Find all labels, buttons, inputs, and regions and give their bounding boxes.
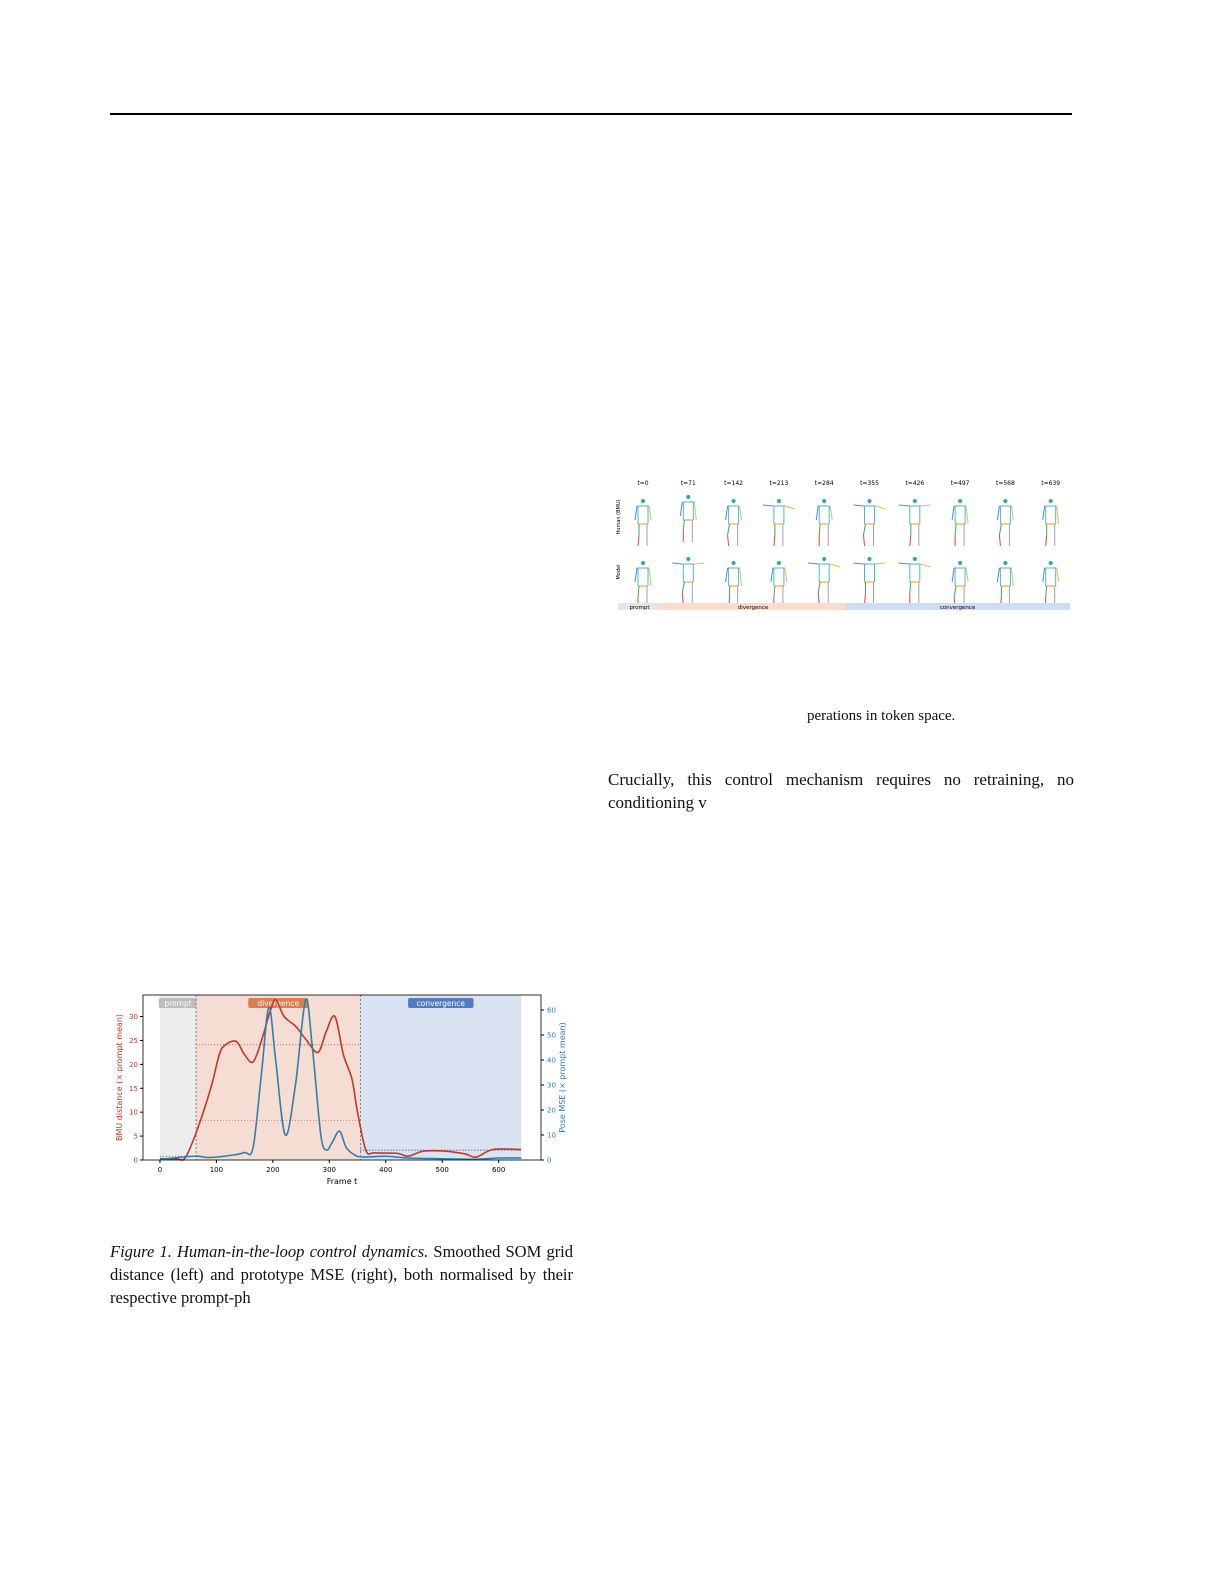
time-label: t=0 xyxy=(637,480,649,487)
phase-band-prompt xyxy=(160,995,196,1160)
y-axis-label: BMU distance (× prompt mean) xyxy=(115,1013,124,1142)
skeleton-leg xyxy=(774,586,775,597)
phase-bar-label: prompt xyxy=(629,605,650,611)
phase-bar-label: convergence xyxy=(939,605,976,611)
skeleton-arm xyxy=(921,505,931,506)
time-label: t=142 xyxy=(724,480,744,487)
x-tick-label: 500 xyxy=(435,1166,449,1174)
y2-axis-label: Pose MSE (× prompt mean) xyxy=(558,1022,567,1133)
skeleton-leg xyxy=(818,582,820,593)
skeleton xyxy=(771,561,787,608)
y2-tick-label: 50 xyxy=(547,1031,556,1040)
skeleton-leg xyxy=(638,586,639,597)
skeleton-arm xyxy=(830,506,832,520)
skeleton-head xyxy=(1003,561,1007,565)
skeleton-arm xyxy=(854,563,864,564)
skeleton-arm xyxy=(952,506,954,520)
skeleton-leg xyxy=(728,535,729,546)
skeleton-arm xyxy=(649,506,651,520)
time-label: t=497 xyxy=(950,480,970,487)
skeleton-leg xyxy=(728,524,730,535)
skeleton-leg xyxy=(638,535,639,546)
skeleton-arm xyxy=(808,563,818,564)
caption-label: Figure 1. xyxy=(110,1242,172,1261)
x-axis-label: Frame t xyxy=(326,1177,358,1186)
skeleton xyxy=(672,557,704,604)
skeleton xyxy=(808,557,840,604)
skeleton xyxy=(635,561,651,608)
phase-label-convergence: convergence xyxy=(416,999,465,1008)
skeleton xyxy=(763,499,795,546)
x-tick-label: 600 xyxy=(491,1166,506,1174)
y-tick-label: 25 xyxy=(129,1036,138,1045)
skeleton-leg xyxy=(954,586,956,597)
y2-tick-label: 30 xyxy=(547,1081,556,1090)
skeleton-leg xyxy=(910,582,911,593)
y-tick-label: 10 xyxy=(129,1108,138,1117)
skeleton xyxy=(899,499,931,546)
skeleton xyxy=(854,499,886,546)
skeleton-head xyxy=(1049,561,1053,565)
skeleton-arm xyxy=(1011,506,1013,520)
x-tick-label: 400 xyxy=(379,1166,393,1174)
skeleton-head xyxy=(958,499,962,503)
skeleton-leg xyxy=(1046,586,1047,597)
x-tick-label: 300 xyxy=(322,1166,336,1174)
skeleton xyxy=(952,499,968,546)
header-rule xyxy=(110,113,1072,115)
skeleton-arm xyxy=(830,564,840,567)
skeleton-leg xyxy=(1046,535,1047,546)
phase-label-divergence: divergence xyxy=(257,999,300,1008)
skeleton-arm xyxy=(635,506,637,520)
time-label: t=213 xyxy=(769,480,789,487)
skeleton-arm xyxy=(740,568,742,586)
skeleton-arm xyxy=(966,506,968,524)
skeleton-arm xyxy=(680,502,682,516)
y2-tick-label: 60 xyxy=(547,1006,556,1015)
skeleton xyxy=(816,499,832,546)
skeleton xyxy=(680,495,696,542)
skeleton-arm xyxy=(672,563,682,564)
x-tick-label: 200 xyxy=(266,1166,280,1174)
y-tick-label: 0 xyxy=(133,1156,138,1165)
y-tick-label: 20 xyxy=(129,1060,138,1069)
y2-tick-label: 40 xyxy=(547,1056,556,1065)
skeleton-arm xyxy=(899,505,909,506)
skeleton-head xyxy=(822,557,826,561)
skeleton-head xyxy=(641,499,645,503)
skeleton xyxy=(635,499,651,546)
skeleton-arm xyxy=(1043,506,1045,520)
phase-label-prompt: prompt xyxy=(164,999,192,1008)
skeleton xyxy=(997,499,1013,546)
skeleton-head xyxy=(868,499,872,503)
skeleton-arm xyxy=(771,568,773,582)
x-tick-label: 100 xyxy=(209,1166,224,1174)
figure-1-caption xyxy=(110,1240,573,1309)
phase-band-convergence xyxy=(360,995,521,1160)
skeleton-leg xyxy=(999,535,1000,546)
row-label: Model xyxy=(616,564,622,580)
skeleton-arm xyxy=(899,563,909,564)
time-label: t=284 xyxy=(814,480,834,487)
skeleton xyxy=(1043,499,1059,546)
y2-tick-label: 0 xyxy=(547,1156,552,1165)
skeleton xyxy=(997,561,1013,608)
skeleton-arm xyxy=(876,563,886,564)
time-label: t=568 xyxy=(995,480,1015,487)
skeleton-arm xyxy=(763,505,773,506)
skeleton-leg xyxy=(683,520,684,531)
skeleton-leg xyxy=(682,593,683,604)
skeleton xyxy=(1043,561,1059,608)
y-tick-label: 5 xyxy=(133,1132,138,1141)
skeleton-arm xyxy=(816,506,818,520)
skeleton-leg xyxy=(864,524,866,535)
skeleton-head xyxy=(732,499,736,503)
skeleton-head xyxy=(686,557,690,561)
skeleton-head xyxy=(1049,499,1053,503)
time-label: t=639 xyxy=(1041,480,1061,487)
skeleton-head xyxy=(913,557,917,561)
skeleton-arm xyxy=(726,506,728,520)
figure-1-chart xyxy=(110,985,580,1190)
skeleton-head xyxy=(1003,499,1007,503)
time-label: t=71 xyxy=(680,480,696,487)
skeleton-arm xyxy=(649,568,651,586)
skeleton-arm xyxy=(1011,568,1013,586)
caption-text: Smoothed SOM grid distance (left) and prototype MSE (right), both normalised by their respective prompt-ph xyxy=(110,1242,574,1307)
y-tick-label: 30 xyxy=(129,1013,138,1022)
skeleton-arm xyxy=(1057,568,1059,582)
x-tick-label: 0 xyxy=(157,1166,163,1174)
phase-bar-label: divergence xyxy=(737,605,769,611)
skeleton-arm xyxy=(997,568,999,582)
skeleton-head xyxy=(822,499,826,503)
skeleton-head xyxy=(686,495,690,499)
skeleton-arm xyxy=(740,506,742,520)
right-text-fragment: perations in token space. xyxy=(807,708,956,724)
right-paragraph: Crucially, this control mechanism requires no retraining, no conditioning v xyxy=(608,770,1074,812)
skeleton-arm xyxy=(1043,568,1045,582)
skeleton-leg xyxy=(819,524,820,535)
skeleton-arm xyxy=(694,563,704,564)
skeleton-head xyxy=(868,557,872,561)
skeleton-head xyxy=(913,499,917,503)
skeleton-head xyxy=(641,561,645,565)
y2-tick-label: 20 xyxy=(547,1106,556,1115)
figure-2-pose-grid xyxy=(605,470,1075,620)
skeleton-leg xyxy=(999,524,1001,535)
skeleton-leg xyxy=(910,535,911,546)
skeleton xyxy=(726,499,742,546)
skeleton-head xyxy=(777,499,781,503)
skeleton-leg xyxy=(955,524,956,535)
skeleton-leg xyxy=(864,535,865,546)
skeleton-leg xyxy=(774,535,775,546)
skeleton-arm xyxy=(952,568,954,582)
skeleton-leg xyxy=(865,593,866,604)
skeleton-arm xyxy=(785,506,795,509)
skeleton-head xyxy=(777,561,781,565)
skeleton-leg xyxy=(818,593,819,604)
caption-title: Human-in-the-loop control dynamics. xyxy=(177,1242,429,1261)
skeleton-arm xyxy=(1057,506,1059,524)
skeleton-arm xyxy=(726,568,728,582)
skeleton-arm xyxy=(694,502,696,520)
row-label: Human (BMU) xyxy=(616,499,622,535)
skeleton xyxy=(726,561,742,608)
skeleton xyxy=(854,557,886,604)
skeleton-arm xyxy=(997,506,999,520)
skeleton-arm xyxy=(921,564,931,567)
skeleton xyxy=(899,557,931,604)
skeleton-arm xyxy=(966,568,968,582)
skeleton-leg xyxy=(682,582,684,593)
skeleton-arm xyxy=(635,568,637,582)
skeleton-head xyxy=(732,561,736,565)
skeleton-arm xyxy=(785,568,787,582)
skeleton-head xyxy=(958,561,962,565)
skeleton-arm xyxy=(854,505,864,506)
time-label: t=355 xyxy=(860,480,879,487)
y2-tick-label: 10 xyxy=(547,1131,556,1140)
skeleton xyxy=(952,561,968,608)
y-tick-label: 15 xyxy=(129,1084,138,1093)
skeleton-arm xyxy=(876,506,886,509)
time-label: t=426 xyxy=(905,480,925,487)
